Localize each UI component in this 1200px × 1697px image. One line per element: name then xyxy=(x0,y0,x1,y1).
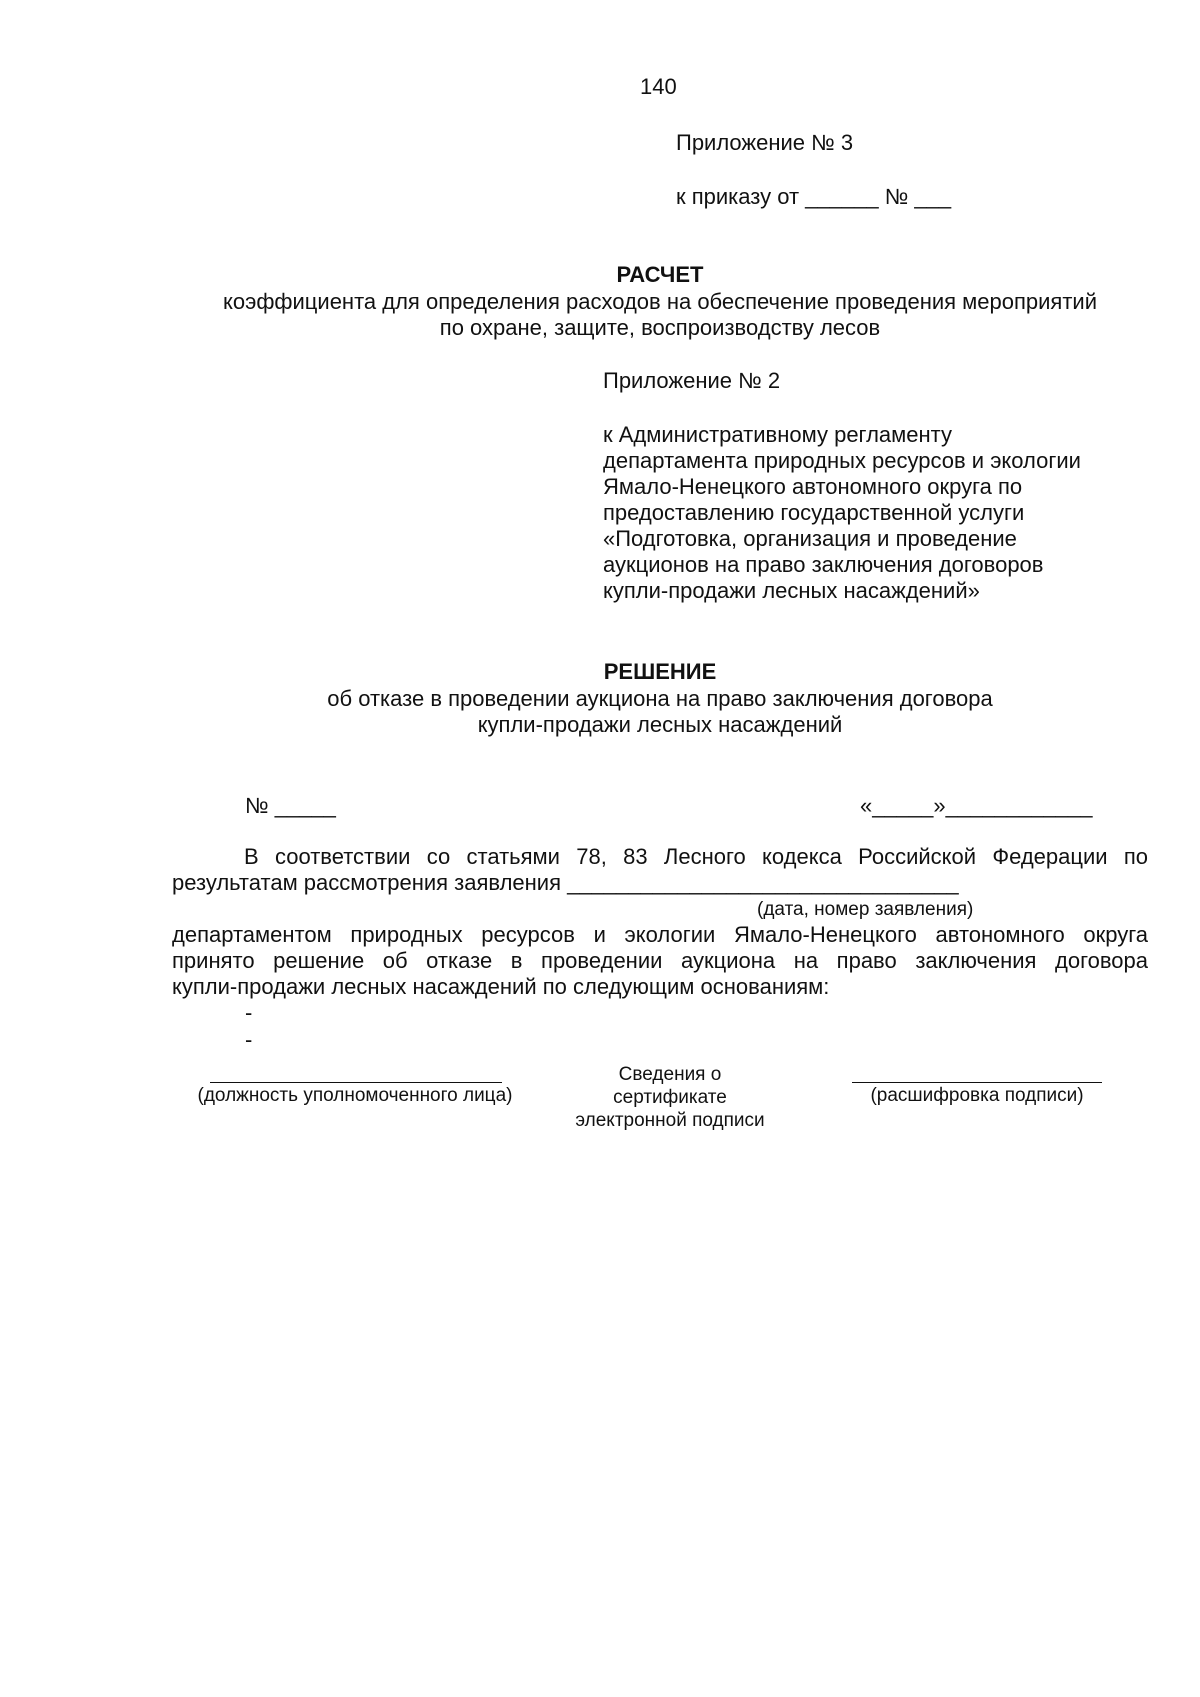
body-paragraph-2 xyxy=(172,922,1148,1000)
annex2-line-6: аукционов на право заключения договоров xyxy=(603,552,1044,577)
body-line-5: купли-продажи лесных насаждений по следующим основаниям: xyxy=(172,974,830,999)
annex2-line-1: к Административному регламенту xyxy=(603,422,953,447)
annex3-title: Приложение № 3 xyxy=(676,130,854,155)
calc-heading: РАСЧЕТ xyxy=(616,262,704,287)
certificate-line-1: Сведения о xyxy=(618,1064,722,1085)
annex2-line-4: предоставлению государственной услуги xyxy=(603,500,1025,525)
decision-line-2: купли-продажи лесных насаждений xyxy=(477,712,843,737)
bullet-dash-1: - xyxy=(245,1000,253,1025)
page-number: 140 xyxy=(640,74,677,99)
annex3-order-ref: к приказу от ______ № ___ xyxy=(676,184,952,209)
number-field: № _____ xyxy=(245,793,336,818)
decision-line-1: об отказе в проведении аукциона на право заключения договора xyxy=(327,686,993,711)
date-field: «_____»____________ xyxy=(860,793,1093,818)
decision-heading: РЕШЕНИЕ xyxy=(603,659,717,684)
bullet-dash-2: - xyxy=(245,1027,253,1052)
body-line-2: результатам рассмотрения заявления ________________________________ xyxy=(172,870,959,895)
annex2-line-3: Ямало-Ненецкого автономного округа по xyxy=(603,474,1023,499)
calc-line-2: по охране, защите, воспроизводству лесов xyxy=(439,315,881,340)
body-line-4: принято решение об отказе в проведении аукциона на право заключения договора xyxy=(172,948,1148,973)
application-hint: (дата, номер заявления) xyxy=(757,899,974,920)
body-paragraph-1 xyxy=(172,844,1148,896)
certificate-line-3: электронной подписи xyxy=(575,1110,765,1131)
calc-line-1: коэффициента для определения расходов на обеспечение проведения мероприятий xyxy=(222,289,1097,314)
decoding-signature-line xyxy=(852,1082,1102,1083)
position-signature-line xyxy=(210,1082,502,1083)
position-label: (должность уполномоченного лица) xyxy=(197,1085,513,1106)
certificate-line-2: сертификате xyxy=(613,1087,727,1108)
annex2-line-2: департамента природных ресурсов и экологии xyxy=(603,448,1081,473)
annex2-line-7: купли-продажи лесных насаждений» xyxy=(603,578,980,603)
decoding-label: (расшифровка подписи) xyxy=(870,1085,1084,1106)
body-line-3: департаментом природных ресурсов и экологии Ямало-Ненецкого автономного округа xyxy=(172,922,1148,947)
annex2-line-5: «Подготовка, организация и проведение xyxy=(603,526,1017,551)
body-line-1: В соответствии со статьями 78, 83 Лесного кодекса Российской Федерации по xyxy=(244,844,1148,869)
annex2-title: Приложение № 2 xyxy=(603,368,781,393)
